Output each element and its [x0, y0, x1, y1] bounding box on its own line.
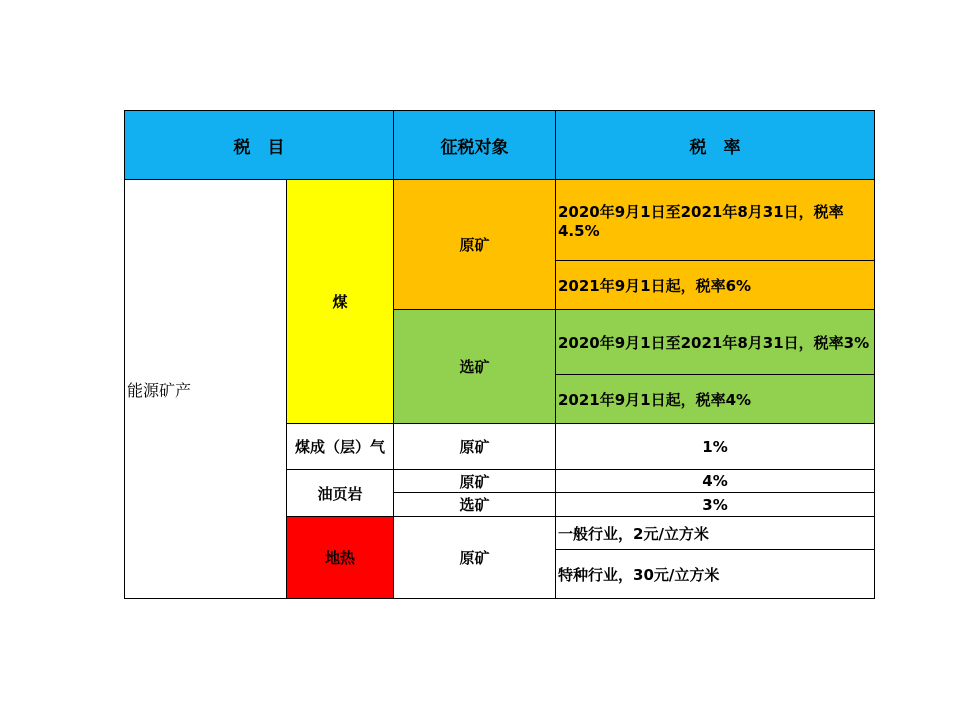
item-geothermal: 地热: [287, 517, 394, 599]
coal-washed-rate-2: 2021年9月1日起，税率4%: [556, 375, 875, 424]
shale-washed-object: 选矿: [394, 493, 556, 517]
item-coalbed-methane: 煤成（层）气: [287, 424, 394, 470]
shale-raw-object: 原矿: [394, 470, 556, 493]
item-coal: 煤: [287, 180, 394, 424]
coal-raw-rate-2: 2021年9月1日起，税率6%: [556, 261, 875, 310]
coal-washed-rate-1: 2020年9月1日至2021年8月31日，税率3%: [556, 310, 875, 375]
tax-rate-table: [124, 110, 875, 599]
header-tax-item: 税 目: [125, 111, 394, 180]
geothermal-object: 原矿: [394, 517, 556, 599]
cbm-object: 原矿: [394, 424, 556, 470]
cbm-rate: 1%: [556, 424, 875, 470]
header-tax-rate: 税 率: [556, 111, 875, 180]
item-oil-shale: 油页岩: [287, 470, 394, 517]
shale-washed-rate: 3%: [556, 493, 875, 517]
coal-washed-object: 选矿: [394, 310, 556, 424]
geothermal-rate-2: 特种行业，30元/立方米: [556, 550, 875, 599]
shale-raw-rate: 4%: [556, 470, 875, 493]
coal-raw-object: 原矿: [394, 180, 556, 310]
geothermal-rate-1: 一般行业，2元/立方米: [556, 517, 875, 550]
category-energy-minerals: 能源矿产: [125, 180, 287, 599]
header-tax-object: 征税对象: [394, 111, 556, 180]
coal-raw-rate-1: 2020年9月1日至2021年8月31日，税率4.5%: [556, 180, 875, 261]
